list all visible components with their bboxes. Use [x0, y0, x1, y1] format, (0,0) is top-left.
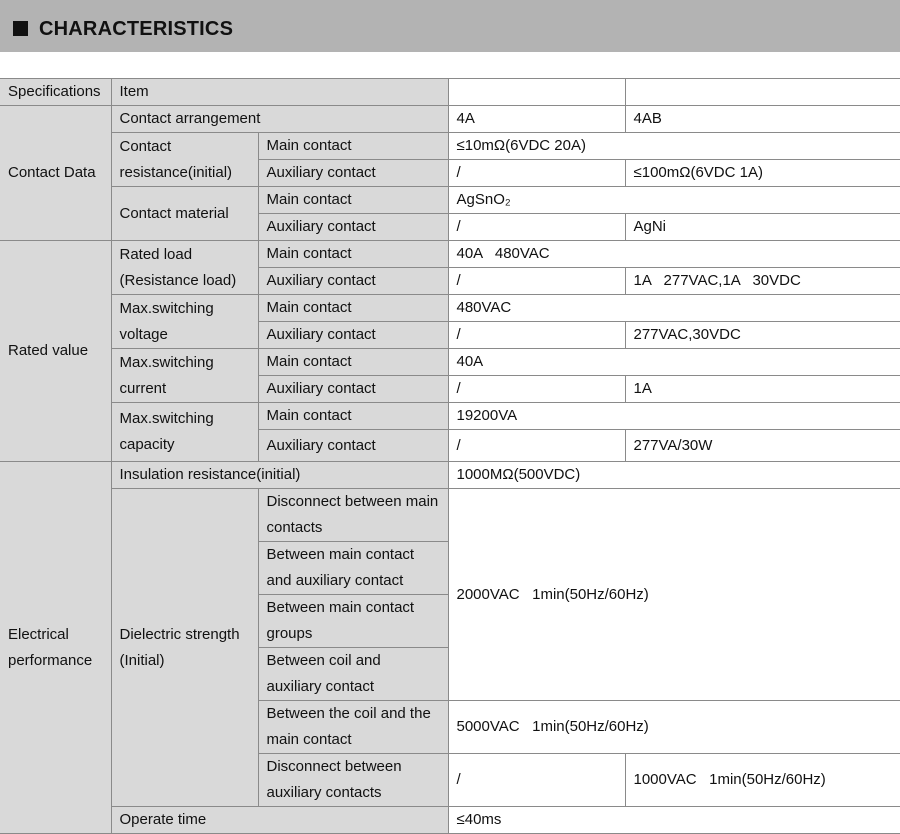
item-header: Item	[111, 79, 448, 106]
label-auxiliary-contact: Auxiliary contact	[258, 214, 448, 241]
label-coil-main: Between the coil and the main contact	[258, 701, 448, 754]
value-operate-time: ≤40ms	[448, 807, 900, 834]
table-row	[0, 187, 900, 214]
square-bullet-icon	[13, 21, 28, 36]
value-arrangement-4ab: 4AB	[625, 106, 900, 133]
label-main-contact: Main contact	[258, 133, 448, 160]
label-main-aux: Between main contact and auxiliary contact	[258, 542, 448, 595]
table-header-row	[0, 79, 900, 106]
value-resistance-aux: ≤100mΩ(6VDC 1A)	[625, 160, 900, 187]
value-dielectric-2000: 2000VAC 1min(50Hz/60Hz)	[448, 489, 900, 701]
label-auxiliary-contact: Auxiliary contact	[258, 160, 448, 187]
label-main-contact: Main contact	[258, 187, 448, 214]
label-max-current: Max.switching current	[111, 349, 258, 403]
group-rated-value: Rated value	[0, 241, 111, 462]
table-row	[0, 807, 900, 834]
value-load-aux: 1A 277VAC,1A 30VDC	[625, 268, 900, 295]
label-main-contact: Main contact	[258, 241, 448, 268]
label-auxiliary-contact: Auxiliary contact	[258, 430, 448, 462]
label-main-groups: Between main contact groups	[258, 595, 448, 648]
value-current-main: 40A	[448, 349, 900, 376]
label-main-contact: Main contact	[258, 295, 448, 322]
value-slash: /	[448, 268, 625, 295]
group-contact-data: Contact Data	[0, 106, 111, 241]
label-auxiliary-contact: Auxiliary contact	[258, 376, 448, 403]
value-slash: /	[448, 160, 625, 187]
value-voltage-main: 480VAC	[448, 295, 900, 322]
table-row	[0, 241, 900, 268]
label-auxiliary-contact: Auxiliary contact	[258, 268, 448, 295]
value-slash: /	[448, 430, 625, 462]
label-rated-load: Rated load (Resistance load)	[111, 241, 258, 295]
table-row	[0, 462, 900, 489]
label-main-contact: Main contact	[258, 403, 448, 430]
label-auxiliary-contact: Auxiliary contact	[258, 322, 448, 349]
label-contact-arrangement: Contact arrangement	[111, 106, 448, 133]
value-load-main: 40A 480VAC	[448, 241, 900, 268]
table-row	[0, 403, 900, 430]
value-material-aux: AgNi	[625, 214, 900, 241]
value-dielectric-5000: 5000VAC 1min(50Hz/60Hz)	[448, 701, 900, 754]
section-title: CHARACTERISTICS	[39, 18, 234, 40]
label-disconnect-aux: Disconnect between auxiliary contacts	[258, 754, 448, 807]
value-slash: /	[448, 376, 625, 403]
label-dielectric: Dielectric strength (Initial)	[111, 489, 258, 807]
header-blank-1	[448, 79, 625, 106]
value-slash: /	[448, 214, 625, 241]
label-insulation: Insulation resistance(initial)	[111, 462, 448, 489]
label-disconnect-main: Disconnect between main contacts	[258, 489, 448, 542]
label-operate-time: Operate time	[111, 807, 448, 834]
label-contact-resistance: Contact resistance(initial)	[111, 133, 258, 187]
value-arrangement-4a: 4A	[448, 106, 625, 133]
value-material-main: AgSnO₂	[448, 187, 900, 214]
label-main-contact: Main contact	[258, 349, 448, 376]
label-max-voltage: Max.switching voltage	[111, 295, 258, 349]
specifications-header: Specifications	[0, 79, 111, 106]
table-row	[0, 133, 900, 160]
table-row	[0, 106, 900, 133]
characteristics-table	[0, 78, 900, 834]
group-electrical-performance: Electrical performance	[0, 462, 111, 834]
table-row	[0, 349, 900, 376]
value-insulation: 1000MΩ(500VDC)	[448, 462, 900, 489]
header-blank-2	[625, 79, 900, 106]
table-row	[0, 489, 900, 542]
value-slash: /	[448, 754, 625, 807]
value-slash: /	[448, 322, 625, 349]
label-contact-material: Contact material	[111, 187, 258, 241]
label-coil-aux: Between coil and auxiliary contact	[258, 648, 448, 701]
value-capacity-aux: 277VA/30W	[625, 430, 900, 462]
value-capacity-main: 19200VA	[448, 403, 900, 430]
value-dielectric-1000: 1000VAC 1min(50Hz/60Hz)	[625, 754, 900, 807]
value-current-aux: 1A	[625, 376, 900, 403]
value-voltage-aux: 277VAC,30VDC	[625, 322, 900, 349]
label-max-capacity: Max.switching capacity	[111, 403, 258, 462]
value-resistance-main: ≤10mΩ(6VDC 20A)	[448, 133, 900, 160]
table-row	[0, 295, 900, 322]
section-header	[0, 0, 900, 52]
